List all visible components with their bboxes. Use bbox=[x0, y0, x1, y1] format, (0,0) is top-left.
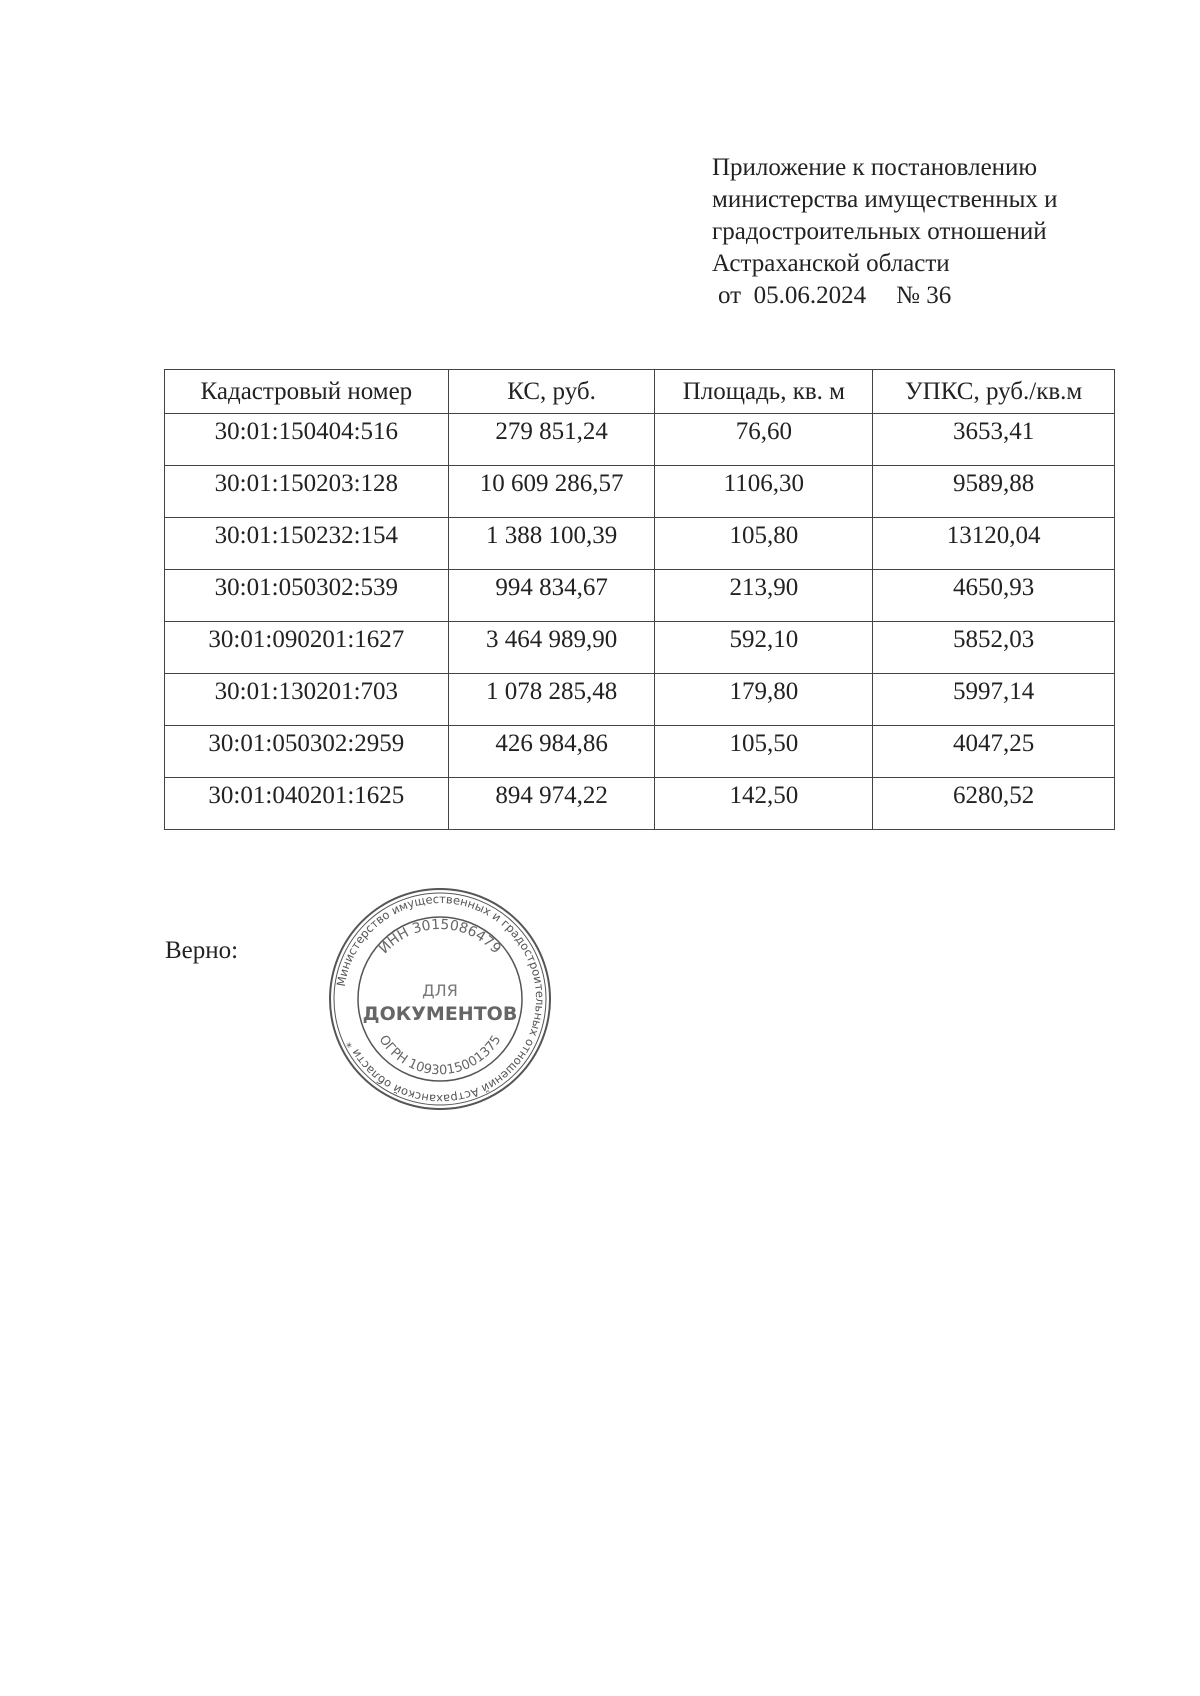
cell-area: 105,50 bbox=[655, 726, 873, 778]
table-row bbox=[165, 726, 1115, 778]
stamp-outer-text: Министерство имущественных и градостроительных отношений Астраханской области * bbox=[333, 891, 548, 1107]
header-line-2: министерства имущественных и bbox=[712, 186, 1058, 213]
stamp-ogrn: ОГРН 1093015001375 bbox=[375, 1032, 505, 1079]
cell-cadastral-number: 30:01:040201:1625 bbox=[165, 778, 449, 830]
table-row bbox=[165, 622, 1115, 674]
cell-specific-value: 9589,88 bbox=[873, 466, 1115, 518]
cell-cadastral-value: 3 464 989,90 bbox=[448, 622, 655, 674]
document-number: № 36 bbox=[896, 282, 952, 309]
cell-cadastral-value: 894 974,22 bbox=[448, 778, 655, 830]
cell-cadastral-number: 30:01:130201:703 bbox=[165, 674, 449, 726]
cell-area: 213,90 bbox=[655, 570, 873, 622]
cell-cadastral-value: 279 851,24 bbox=[448, 414, 655, 466]
cell-specific-value: 13120,04 bbox=[873, 518, 1115, 570]
verification-label: Верно: bbox=[165, 937, 239, 964]
cell-area: 1106,30 bbox=[655, 466, 873, 518]
cell-cadastral-value: 1 388 100,39 bbox=[448, 518, 655, 570]
table-row bbox=[165, 466, 1115, 518]
cell-specific-value: 5997,14 bbox=[873, 674, 1115, 726]
official-stamp bbox=[325, 884, 555, 1114]
column-header-cadastral-number: Кадастровый номер bbox=[165, 370, 449, 414]
cell-cadastral-number: 30:01:050302:2959 bbox=[165, 726, 449, 778]
document-date: 05.06.2024 bbox=[753, 282, 867, 309]
cell-specific-value: 4650,93 bbox=[873, 570, 1115, 622]
cell-specific-value: 5852,03 bbox=[873, 622, 1115, 674]
header-line-3: градостроительных отношений bbox=[712, 218, 1047, 245]
stamp-center-line-1: ДЛЯ bbox=[422, 981, 458, 1000]
cell-area: 142,50 bbox=[655, 778, 873, 830]
header-date-line bbox=[712, 280, 1172, 312]
cell-area: 76,60 bbox=[655, 414, 873, 466]
cell-area: 179,80 bbox=[655, 674, 873, 726]
column-header-cadastral-value: КС, руб. bbox=[448, 370, 655, 414]
column-header-area: Площадь, кв. м bbox=[655, 370, 873, 414]
cell-cadastral-number: 30:01:150203:128 bbox=[165, 466, 449, 518]
header-line-4: Астраханской области bbox=[712, 250, 950, 277]
stamp-center-line-2: ДОКУМЕНТОВ bbox=[362, 1003, 518, 1025]
cell-area: 105,80 bbox=[655, 518, 873, 570]
cell-cadastral-number: 30:01:150404:516 bbox=[165, 414, 449, 466]
date-prefix: от bbox=[718, 282, 742, 309]
cell-cadastral-number: 30:01:050302:539 bbox=[165, 570, 449, 622]
cell-cadastral-number: 30:01:090201:1627 bbox=[165, 622, 449, 674]
table-header-row bbox=[165, 370, 1115, 414]
cell-cadastral-value: 426 984,86 bbox=[448, 726, 655, 778]
header-line-1: Приложение к постановлению bbox=[712, 154, 1038, 181]
cell-specific-value: 6280,52 bbox=[873, 778, 1115, 830]
column-header-specific-value: УПКС, руб./кв.м bbox=[873, 370, 1115, 414]
cell-cadastral-value: 10 609 286,57 bbox=[448, 466, 655, 518]
cell-cadastral-value: 1 078 285,48 bbox=[448, 674, 655, 726]
table-row bbox=[165, 518, 1115, 570]
table-row bbox=[165, 414, 1115, 466]
cell-specific-value: 3653,41 bbox=[873, 414, 1115, 466]
cell-cadastral-value: 994 834,67 bbox=[448, 570, 655, 622]
table-row bbox=[165, 674, 1115, 726]
stamp-inn: ИНН 3015086479 bbox=[376, 916, 504, 958]
cell-specific-value: 4047,25 bbox=[873, 726, 1115, 778]
cell-cadastral-number: 30:01:150232:154 bbox=[165, 518, 449, 570]
cell-area: 592,10 bbox=[655, 622, 873, 674]
cadastral-value-table bbox=[164, 369, 1115, 830]
table-row bbox=[165, 570, 1115, 622]
appendix-header bbox=[712, 152, 1172, 312]
table-row bbox=[165, 778, 1115, 830]
